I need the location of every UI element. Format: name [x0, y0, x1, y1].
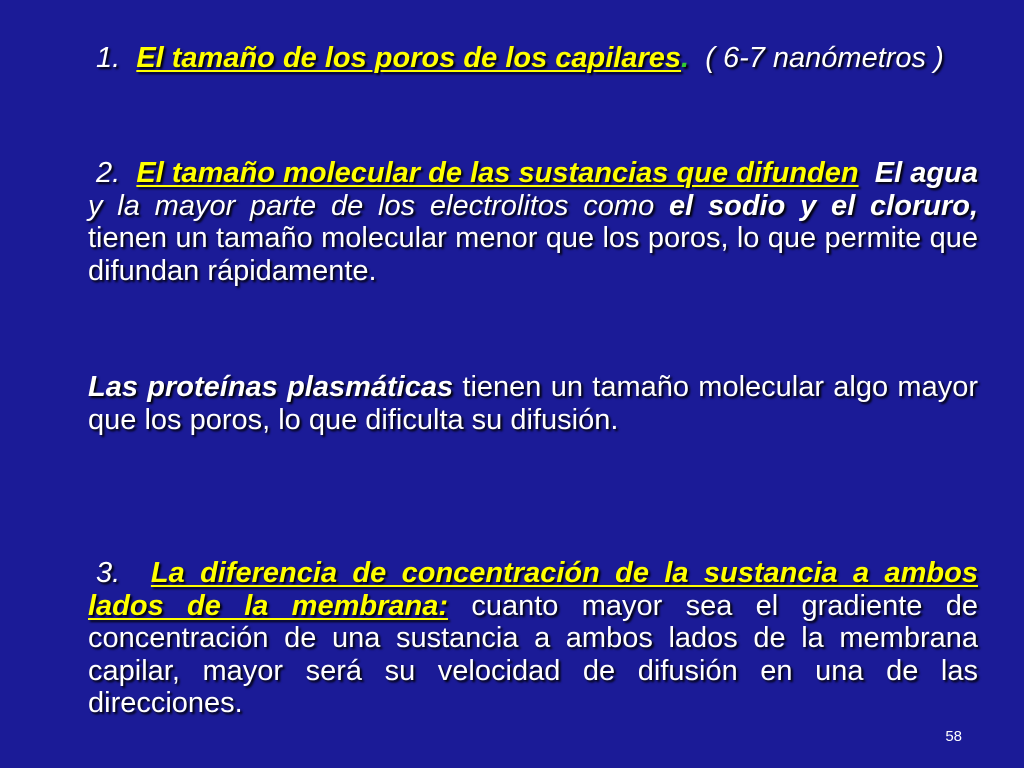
- item-2-number: 2.: [96, 157, 121, 189]
- item-2-text-b: tienen un tamaño molecular menor que los poros, lo que permite que difundan rápidamente.: [88, 222, 978, 287]
- proteins-paragraph: [88, 371, 978, 436]
- proteins-text: tienen un tamaño molecular algo mayor que los poros, lo que dificulta su difusión.: [88, 371, 978, 436]
- item-2-sodium: el sodio y el cloruro,: [669, 189, 979, 222]
- item-2-heading: El tamaño molecular de las sustancias que difunden: [136, 157, 859, 189]
- item-3-text: cuanto mayor sea el gradiente de concentración de una sustancia a ambos lados de la membrana capilar, mayor será su velocidad de difusión en una de las direcciones.: [88, 589, 978, 719]
- item-3-number: 3.: [96, 557, 121, 589]
- item-2-paragraph: [88, 157, 978, 287]
- item-1-detail: ( 6-7 nanómetros ): [705, 42, 944, 74]
- item-1-dot: .: [681, 42, 690, 74]
- item-2-water: El agua: [874, 157, 978, 189]
- item-1-heading: El tamaño de los poros de los capilares: [136, 42, 682, 74]
- item-1-number: 1.: [96, 42, 121, 74]
- item-2-text-a: y la mayor parte de los electrolitos como: [88, 189, 655, 222]
- item-3-heading: La diferencia de concentración de la sustancia a ambos lados de la membrana:: [88, 557, 978, 622]
- page-number: 58: [945, 728, 962, 745]
- item-1-paragraph: [88, 42, 978, 75]
- item-3-paragraph: [88, 557, 978, 720]
- proteins-label: Las proteínas plasmáticas: [88, 371, 454, 403]
